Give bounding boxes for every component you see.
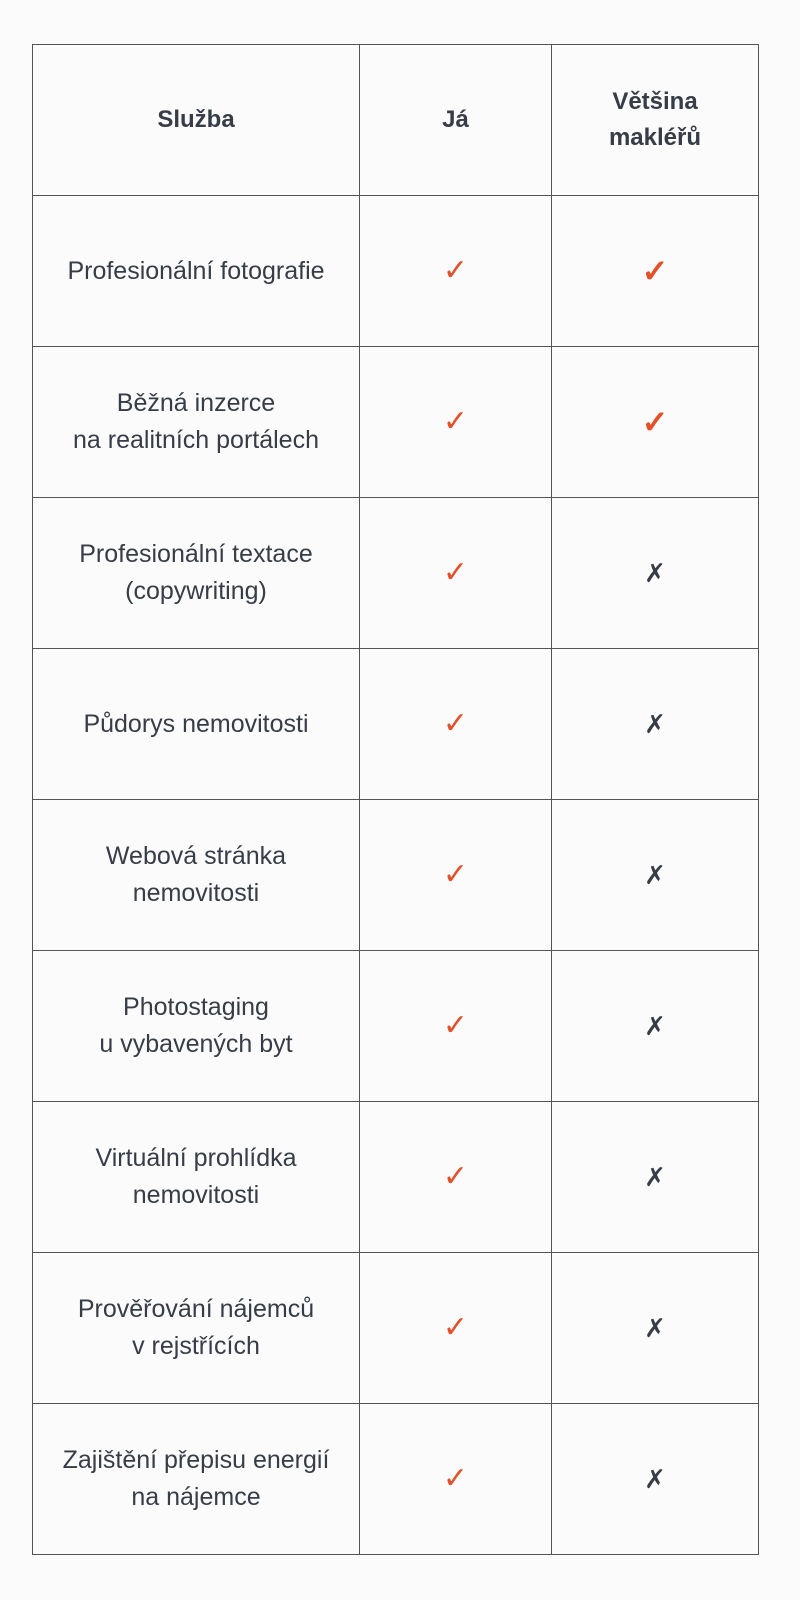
cross-icon: ✗	[644, 558, 666, 588]
comparison-table-container	[32, 44, 759, 1555]
cross-icon: ✗	[644, 1313, 666, 1343]
table-header	[33, 45, 759, 196]
me-cell	[360, 951, 552, 1102]
service-cell: Běžná inzerce na realitních portálech	[33, 347, 360, 498]
service-cell: Půdorys nemovitosti	[33, 649, 360, 800]
table-row	[33, 1253, 759, 1404]
check-icon: ✓	[442, 858, 469, 891]
table-row	[33, 649, 759, 800]
service-cell: Zajištění přepisu energií na nájemce	[33, 1404, 360, 1555]
me-cell	[360, 800, 552, 951]
most-brokers-cell	[552, 1404, 759, 1555]
service-cell: Profesionální textace (copywriting)	[33, 498, 360, 649]
check-icon: ✓	[442, 556, 469, 589]
cross-icon: ✗	[644, 1162, 666, 1192]
table-row	[33, 347, 759, 498]
service-cell: Virtuální prohlídka nemovitosti	[33, 1102, 360, 1253]
header-most-brokers-label: Většina makléřů	[608, 88, 702, 151]
comparison-table	[32, 44, 759, 1555]
most-brokers-cell	[552, 196, 759, 347]
most-brokers-cell	[552, 1102, 759, 1253]
cross-icon: ✗	[644, 1011, 666, 1041]
cross-icon: ✗	[644, 860, 666, 890]
me-cell	[360, 498, 552, 649]
me-cell	[360, 196, 552, 347]
me-cell	[360, 1253, 552, 1404]
header-me	[360, 45, 552, 196]
me-cell	[360, 347, 552, 498]
service-cell: Prověřování nájemců v rejstřících	[33, 1253, 360, 1404]
most-brokers-cell	[552, 498, 759, 649]
check-icon: ✓	[442, 1311, 469, 1344]
header-me-label: Já	[442, 106, 469, 133]
check-icon: ✓	[442, 254, 469, 287]
most-brokers-cell	[552, 649, 759, 800]
cross-icon: ✗	[644, 709, 666, 739]
table-row	[33, 800, 759, 951]
check-icon: ✓	[442, 707, 469, 740]
most-brokers-cell	[552, 347, 759, 498]
table-row	[33, 196, 759, 347]
check-icon: ✓	[442, 405, 469, 438]
table-body	[33, 196, 759, 1555]
check-icon: ✓	[442, 1462, 469, 1495]
check-bold-icon: ✓	[641, 252, 669, 289]
header-service-label: Služba	[157, 106, 235, 133]
table-row	[33, 1102, 759, 1253]
me-cell	[360, 1404, 552, 1555]
table-row	[33, 498, 759, 649]
service-cell: Webová stránka nemovitosti	[33, 800, 360, 951]
check-bold-icon: ✓	[641, 403, 669, 440]
me-cell	[360, 1102, 552, 1253]
table-row	[33, 1404, 759, 1555]
most-brokers-cell	[552, 951, 759, 1102]
cross-icon: ✗	[644, 1464, 666, 1494]
header-row	[33, 45, 759, 196]
table-row	[33, 951, 759, 1102]
service-cell: Profesionální fotografie	[33, 196, 360, 347]
header-service	[33, 45, 360, 196]
header-most-brokers	[552, 45, 759, 196]
check-icon: ✓	[442, 1009, 469, 1042]
most-brokers-cell	[552, 800, 759, 951]
check-icon: ✓	[442, 1160, 469, 1193]
me-cell	[360, 649, 552, 800]
most-brokers-cell	[552, 1253, 759, 1404]
service-cell: Photostaging u vybavených byt	[33, 951, 360, 1102]
